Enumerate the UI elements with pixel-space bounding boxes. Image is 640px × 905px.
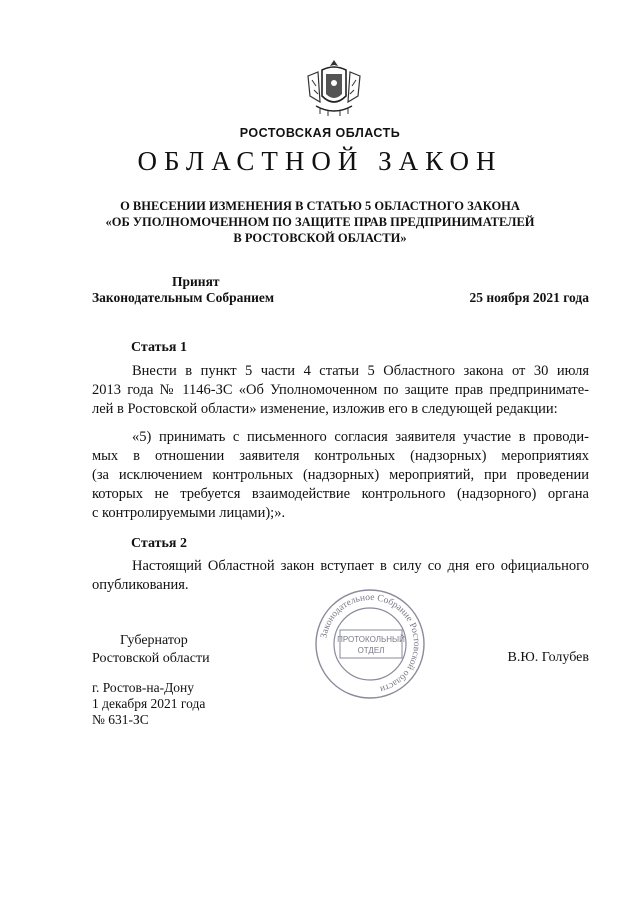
signatory-title <box>92 632 210 668</box>
paragraph-line: лей в Ростовской области» изменение, изложив его в следующей редакции: <box>92 401 558 417</box>
paragraph-line: которых не требуется взаимодействие контрольного (надзорного) органа <box>92 486 589 502</box>
subtitle-line: В РОСТОВСКОЙ ОБЛАСТИ» <box>233 231 407 245</box>
paragraph-line: с контролируемыми лицами);». <box>92 505 286 521</box>
paragraph-line: «5) принимать с письменного согласия заявителя участие в проводи- <box>132 429 589 445</box>
stamp-inner-line-1: ПРОТОКОЛЬНЫЙ <box>337 635 405 644</box>
law-subtitle <box>100 198 540 246</box>
signatory-title-line-1: Губернатор <box>120 633 188 648</box>
adopted-date: 25 ноября 2021 года <box>469 290 589 305</box>
paragraph-line: Настоящий Областной закон вступает в силу со дня его официального <box>132 558 589 574</box>
issue-number: № 631-ЗС <box>92 712 149 727</box>
subtitle-line: «ОБ УПОЛНОМОЧЕННОМ ПО ЗАЩИТЕ ПРАВ ПРЕДПРИНИМАТЕЛЕЙ <box>105 215 535 229</box>
subtitle-line: О ВНЕСЕНИИ ИЗМЕНЕНИЯ В СТАТЬЮ 5 ОБЛАСТНОГО ЗАКОНА <box>120 199 520 213</box>
paragraph-line: (за исключением контрольных (надзорных) мероприятий, при проведении <box>92 467 589 483</box>
paragraph-line: 2013 года № 1146-ЗС «Об Уполномоченном по защите прав предпринимате- <box>92 382 589 398</box>
paragraph-line: Внести в пункт 5 части 4 статьи 5 Областного закона от 30 июля <box>132 363 589 379</box>
stamp-ring-text: Законодательное Собрание Ростовской области <box>319 592 422 694</box>
signatory-title-line-2: Ростовской области <box>92 651 210 666</box>
official-stamp <box>314 588 426 700</box>
paragraph-line: мых в отношении заявителя контрольных (надзорных) мероприятиях <box>92 448 589 464</box>
issue-date: 1 декабря 2021 года <box>92 696 206 711</box>
coat-of-arms-emblem <box>302 56 366 120</box>
paragraph-line: опубликования. <box>92 577 189 593</box>
stamp-inner-line-2: ОТДЕЛ <box>357 646 385 655</box>
article-1-paragraph-1 <box>92 362 589 419</box>
region-name: РОСТОВСКАЯ ОБЛАСТЬ <box>239 126 401 140</box>
article-2-heading: Статья 2 <box>131 536 187 551</box>
article-1-heading: Статья 1 <box>131 340 187 355</box>
signatory-name: В.Ю. Голубев <box>507 650 589 665</box>
stamp-seal-icon <box>314 588 426 700</box>
issue-info <box>92 680 205 728</box>
law-title: ОБЛАСТНОЙ ЗАКОН <box>137 146 503 176</box>
coat-of-arms-icon <box>302 56 366 120</box>
article-1-paragraph-2 <box>92 428 589 523</box>
issue-place: г. Ростов-на-Дону <box>92 680 195 695</box>
adopted-by: Законодательным Собранием <box>92 290 275 305</box>
adopted-label: Принят <box>172 274 220 289</box>
